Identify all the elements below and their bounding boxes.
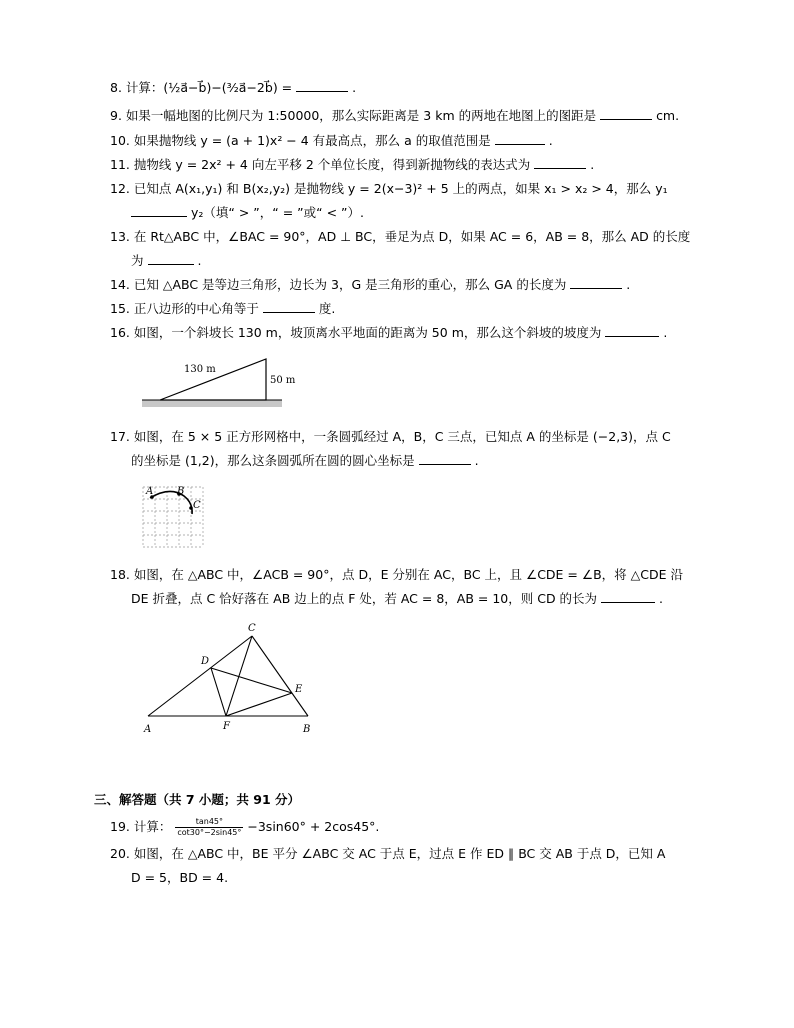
unit: cm. bbox=[656, 108, 680, 123]
punct: . bbox=[663, 325, 668, 340]
grid-arc-figure bbox=[140, 484, 208, 550]
question-8 bbox=[110, 80, 356, 96]
question-15 bbox=[110, 301, 335, 317]
slope-figure bbox=[138, 355, 296, 413]
question-18-text: 18. 如图，在 △ABC 中，∠ACB = 90°，点 D，E 分别在 AC，BC 上，且 ∠CDE = ∠B，将 △CDE 沿 bbox=[110, 567, 683, 582]
slope-height-label: 50 m bbox=[270, 375, 296, 386]
answer-blank bbox=[570, 277, 622, 289]
slope-length-label: 130 m bbox=[184, 364, 216, 375]
label-c: C bbox=[193, 500, 201, 511]
question-17-text-2: 的坐标是 (1,2)，那么这条圆弧所在圆的圆心坐标是 bbox=[131, 453, 415, 468]
punct: . bbox=[659, 591, 663, 606]
answer-blank bbox=[601, 591, 655, 603]
section-3-title: 三、解答题（共 7 小题；共 91 分） bbox=[94, 792, 301, 807]
question-19-rest: −3sin60° + 2cos45°. bbox=[247, 819, 380, 834]
question-12-line2 bbox=[131, 205, 364, 221]
circular-arc bbox=[150, 491, 192, 514]
segment-de bbox=[211, 668, 292, 693]
triangle-fold-figure bbox=[140, 620, 320, 740]
question-11-text: 11. 抛物线 y = 2x² + 4 向左平移 2 个单位长度，得到新抛物线的表达式为 bbox=[110, 157, 531, 172]
punct: . bbox=[548, 133, 553, 148]
answer-blank bbox=[419, 453, 471, 465]
punct: . bbox=[626, 277, 631, 292]
answer-blank bbox=[605, 325, 659, 337]
fraction bbox=[175, 817, 243, 838]
question-20-line2 bbox=[131, 870, 228, 886]
answer-blank bbox=[600, 108, 652, 120]
question-12-text-2: y₂（填“ > ”，“ = ”或“ < ”）. bbox=[190, 205, 364, 220]
label-d: D bbox=[201, 656, 210, 667]
question-20-text-2: D = 5，BD = 4. bbox=[131, 870, 229, 885]
answer-blank bbox=[148, 253, 194, 265]
question-12-text: 12. 已知点 A(x₁,y₁) 和 B(x₂,y₂) 是抛物线 y = 2(x−3)² + 5 上的两点，如果 x₁ > x₂ > 4，那么 y₁ bbox=[110, 181, 668, 196]
question-13-line2 bbox=[131, 253, 201, 269]
question-13-text: 13. 在 Rt△ABC 中，∠BAC = 90°，AD ⊥ BC，垂足为点 D，如果 AC = 6，AB = 8，那么 AD 的长度 bbox=[110, 229, 691, 244]
unit: 度. bbox=[318, 301, 336, 316]
question-19-prefix: 19. 计算： bbox=[110, 819, 172, 834]
question-10 bbox=[110, 133, 553, 149]
question-11 bbox=[110, 157, 594, 173]
answer-blank bbox=[131, 205, 187, 217]
label-e: E bbox=[295, 684, 303, 695]
label-b: B bbox=[303, 724, 311, 735]
question-14-text: 14. 已知 △ABC 是等边三角形，边长为 3，G 是三角形的重心，那么 GA 的长度为 bbox=[110, 277, 567, 292]
question-19 bbox=[110, 817, 379, 839]
question-15-text: 15. 正八边形的中心角等于 bbox=[110, 301, 259, 316]
question-18-line1 bbox=[110, 567, 683, 583]
question-17-line2 bbox=[131, 453, 479, 469]
answer-blank bbox=[495, 133, 545, 145]
question-9-text: 9. 如果一幅地图的比例尺为 1:50000，那么实际距离是 3 km 的两地在地图上的图距是 bbox=[110, 108, 597, 123]
question-18-line2 bbox=[131, 591, 663, 607]
question-18-text-2: DE 折叠，点 C 恰好落在 AB 边上的点 F 处，若 AC = 8，AB = 10，则 CD 的长为 bbox=[131, 591, 598, 606]
fraction-numerator: tan45° bbox=[175, 817, 243, 828]
answer-blank bbox=[263, 301, 315, 313]
question-13-text-2: 为 bbox=[131, 253, 144, 268]
punct: . bbox=[352, 80, 357, 95]
label-f: F bbox=[223, 721, 230, 732]
question-12-line1 bbox=[110, 181, 668, 197]
question-8-text: 8. 计算：(½a⃗−b⃗)−(³⁄₂a⃗−2b⃗) = bbox=[110, 80, 293, 95]
label-b: B bbox=[177, 486, 185, 497]
label-c: C bbox=[248, 623, 256, 634]
question-16 bbox=[110, 325, 667, 341]
question-9 bbox=[110, 108, 679, 124]
question-17-text: 17. 如图，在 5 × 5 正方形网格中，一条圆弧经过 A，B，C 三点，已知点 A 的坐标是 (−2,3)，点 C bbox=[110, 429, 671, 444]
answer-blank bbox=[534, 157, 586, 169]
question-20-line1 bbox=[110, 846, 665, 862]
punct: . bbox=[474, 453, 479, 468]
punct: . bbox=[590, 157, 595, 172]
question-16-text: 16. 如图，一个斜坡长 130 m，坡顶离水平地面的距离为 50 m，那么这个斜坡的坡度为 bbox=[110, 325, 602, 340]
question-10-text: 10. 如果抛物线 y = (a + 1)x² − 4 有最高点，那么 a 的取值范围是 bbox=[110, 133, 491, 148]
segment-cf bbox=[226, 636, 252, 716]
ground-hatch bbox=[142, 400, 282, 407]
question-17-line1 bbox=[110, 429, 671, 445]
segment-ef bbox=[226, 693, 292, 716]
punct: . bbox=[197, 253, 202, 268]
question-20-text: 20. 如图，在 △ABC 中，BE 平分 ∠ABC 交 AC 于点 E，过点 E 作 ED ∥ BC 交 AB 于点 D，已知 A bbox=[110, 846, 666, 861]
label-a: A bbox=[146, 486, 154, 497]
label-a: A bbox=[144, 724, 152, 735]
question-14 bbox=[110, 277, 630, 293]
answer-blank bbox=[296, 80, 348, 92]
segment-df bbox=[211, 668, 226, 716]
fraction-denominator: cot30°−2sin45° bbox=[177, 828, 242, 837]
question-13-line1 bbox=[110, 229, 690, 245]
